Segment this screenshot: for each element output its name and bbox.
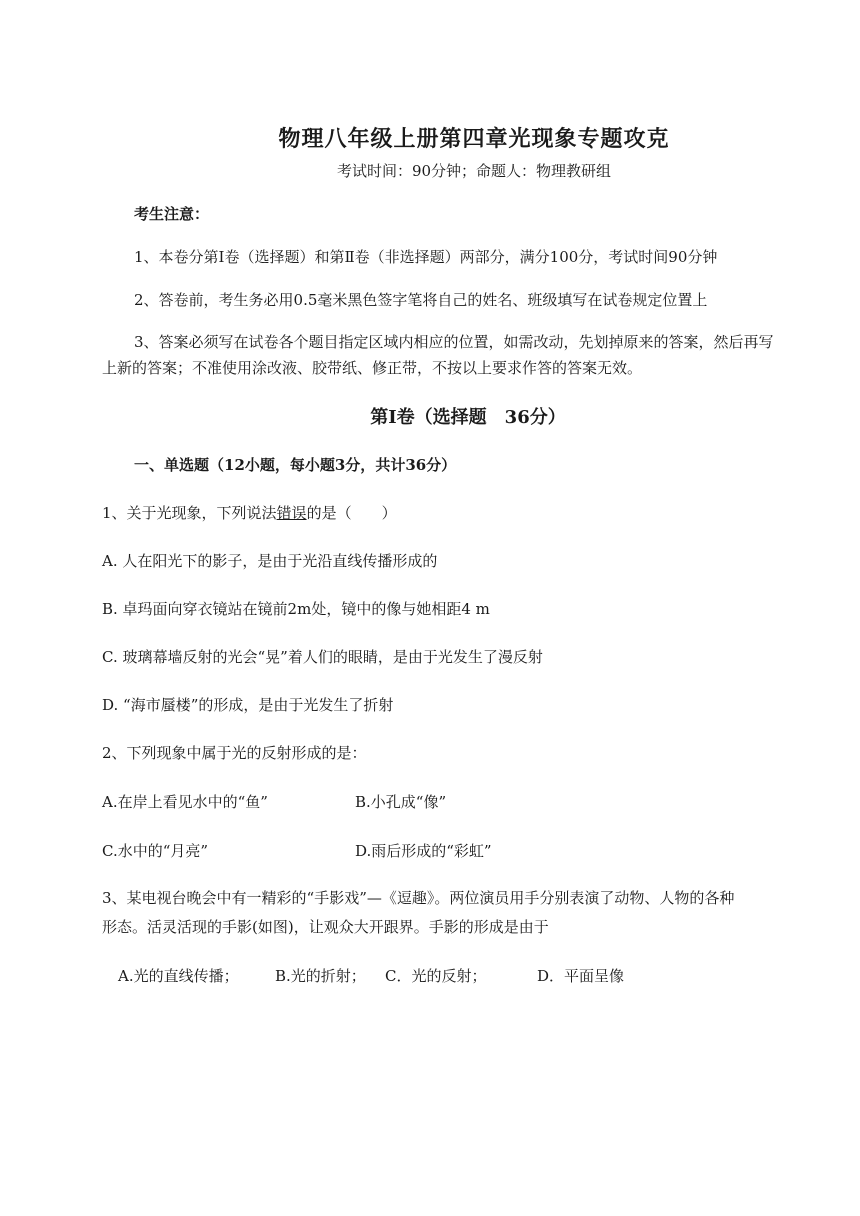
question-2-stem: 2、下列现象中属于光的反射形成的是： bbox=[102, 744, 367, 762]
document-title: 物理八年级上册第四章光现象专题攻克 bbox=[278, 126, 670, 152]
question-1-option-d: D. “海市蜃楼”的形成，是由于光发生了折射 bbox=[102, 696, 394, 714]
question-1-option-a: A. 人在阳光下的影子，是由于光沿直线传播形成的 bbox=[102, 552, 438, 570]
notice-item-continuation: 上新的答案；不准使用涂改液、胶带纸、修正带，不按以上要求作答的答案无效。 bbox=[102, 359, 643, 377]
question-3-option-c: C．光的反射； bbox=[385, 967, 487, 985]
question-3-stem-line-1: 3、某电视台晚会中有一精彩的“手影戏”—《逗趣》。两位演员用手分别表演了动物、人物的各种 bbox=[102, 889, 735, 907]
question-2-option-c: C.水中的“月亮” bbox=[102, 842, 209, 860]
question-3-option-a: A.光的直线传播； bbox=[118, 967, 239, 985]
notice-item: 1、本卷分第Ⅰ卷（选择题）和第Ⅱ卷（非选择题）两部分，满分100分，考试时间90分钟 bbox=[134, 248, 718, 266]
question-1-stem-text: 1、关于光现象，下列说法 bbox=[102, 504, 277, 522]
question-3-option-b: B.光的折射； bbox=[275, 967, 366, 985]
question-3-stem-line-2: 形态。活灵活现的手影(如图)，让观众大开跟界。手影的形成是由于 bbox=[102, 918, 549, 936]
notice-heading: 考生注意： bbox=[134, 205, 210, 223]
section-title: 第Ⅰ卷（选择题 36分） bbox=[370, 407, 566, 428]
question-1-stem-end: 的是（ ） bbox=[306, 504, 397, 522]
question-2-option-d: D.雨后形成的“彩虹” bbox=[355, 842, 492, 860]
question-2-option-b: B.小孔成“像” bbox=[355, 793, 447, 811]
question-1-stem bbox=[102, 503, 397, 523]
notice-item: 3、答案必须写在试卷各个题目指定区域内相应的位置，如需改动，先划掉原来的答案，然后再写 bbox=[134, 333, 774, 351]
document-subtitle: 考试时间：90分钟；命题人：物理教研组 bbox=[336, 162, 612, 180]
question-1-option-c: C. 玻璃幕墙反射的光会“晃”着人们的眼睛，是由于光发生了漫反射 bbox=[102, 648, 543, 666]
notice-item: 2、答卷前，考生务必用0.5毫米黑色签字笔将自己的姓名、班级填写在试卷规定位置上 bbox=[134, 291, 708, 309]
part-heading: 一、单选题（12小题，每小题3分，共计36分） bbox=[134, 456, 457, 474]
question-1-option-b: B. 卓玛面向穿衣镜站在镜前2m处，镜中的像与她相距4 m bbox=[102, 600, 490, 618]
question-1-underlined-word: 错误 bbox=[276, 504, 307, 522]
question-2-option-a: A.在岸上看见水中的“鱼” bbox=[102, 793, 268, 811]
question-3-option-d: D．平面呈像 bbox=[537, 967, 625, 985]
